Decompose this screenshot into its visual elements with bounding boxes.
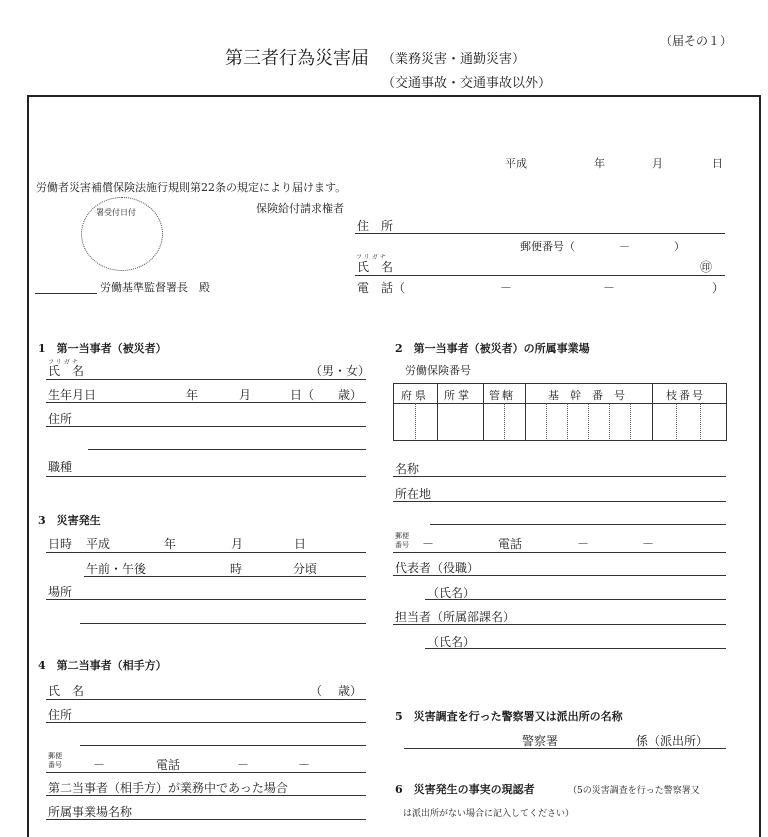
s4-phone-label: 電話	[156, 758, 181, 772]
s1-age: 歳）	[338, 388, 363, 402]
s1-dob-month: 月	[239, 388, 252, 402]
s5-station-label: 警察署	[522, 734, 559, 748]
date-month: 月	[652, 157, 663, 170]
s1-dob-year: 年	[186, 388, 199, 402]
claimant-address-label: 住 所	[357, 219, 394, 233]
s3-ampm: 午前・午後	[86, 562, 147, 576]
s2-postal-dash: －	[422, 537, 435, 551]
form-subtitle-1: （業務災害・通勤災害）	[382, 52, 526, 67]
s3-minute: 分頃	[293, 562, 318, 576]
col-branch-number: 枝番号	[666, 389, 705, 402]
section-3-heading: 3 災害発生	[38, 514, 101, 527]
claimant-phone-close: ）	[712, 281, 725, 295]
s3-place-label: 場所	[48, 585, 73, 599]
claimant-phone-dash-2: －	[603, 281, 616, 295]
s2-postal-label: 郵便番号	[395, 532, 409, 549]
s1-dob-label: 生年月日	[48, 388, 97, 402]
s4-age: 歳）	[338, 684, 363, 698]
seal-mark: ㊞	[700, 260, 713, 274]
s2-person-name-label: （氏名）	[427, 635, 476, 649]
s4-workplace-label: 所属事業場名称	[48, 805, 133, 819]
s2-phone-dash-2: －	[642, 537, 655, 551]
form-number: （届その１）	[660, 34, 733, 48]
s4-phone-dash-2: －	[298, 758, 311, 772]
section-5-heading: 5 災害調査を行った警察署又は派出所の名称	[395, 710, 623, 723]
section-2-heading: 2 第一当事者（被災者）の所属事業場	[395, 342, 590, 355]
s3-month: 月	[231, 537, 244, 551]
s1-job-label: 職種	[48, 460, 73, 474]
s3-hour: 時	[230, 562, 243, 576]
s3-year: 年	[164, 537, 177, 551]
claimant-heading: 保険給付請求権者	[256, 202, 344, 215]
s6-note-1: （5の災害調査を行った警察署又	[568, 786, 700, 796]
s4-on-duty-label: 第二当事者（相手方）が業務中であった場合	[48, 781, 288, 795]
s4-name-label: 氏 名	[48, 684, 85, 698]
claimant-phone-label: 電 話（	[357, 281, 406, 295]
section-1-heading: 1 第一当事者（被災者）	[38, 342, 167, 355]
claimant-phone-dash-1: －	[500, 281, 513, 295]
s3-datetime-label: 日時	[48, 537, 73, 551]
stamp-label: 署受付日付	[96, 208, 136, 217]
form-subtitle-2: （交通事故・交通事故以外）	[382, 76, 552, 91]
s2-representative-label: 代表者（役職）	[395, 561, 480, 575]
s2-rep-name-label: （氏名）	[427, 586, 476, 600]
s1-address-label: 住所	[48, 412, 73, 426]
s2-person-label: 担当者（所属部課名）	[395, 610, 516, 624]
s2-name-label: 名称	[395, 462, 420, 476]
col-prefecture: 府県	[401, 389, 429, 402]
form-title: 第三者行為災害届	[225, 48, 369, 69]
claimant-furigana: フリガナ	[356, 254, 388, 261]
s2-phone-label: 電話	[498, 537, 523, 551]
col-office: 管轄	[489, 389, 515, 402]
s4-age-open: （	[310, 684, 323, 698]
s4-phone-dash-1: －	[237, 758, 250, 772]
date-era: 平成	[505, 157, 527, 170]
s3-day: 日	[294, 537, 307, 551]
s6-note-2: は派出所がない場合に記入してください）	[403, 809, 575, 819]
s2-phone-dash-1: －	[577, 537, 590, 551]
s1-furigana: フリガナ	[48, 359, 80, 366]
s1-gender: （男・女）	[310, 364, 371, 378]
s5-section-label: 係（派出所）	[636, 734, 709, 748]
claimant-postal: 郵便番号（ － ）	[520, 240, 685, 253]
intro-text: 労働者災害補償保険法施行規則第22条の規定により届けます。	[36, 181, 347, 194]
s4-postal-label: 郵便番号	[48, 752, 62, 769]
section-4-heading: 4 第二当事者（相手方）	[38, 659, 167, 672]
section-6-heading: 6 災害発生の事実の現認者	[395, 783, 535, 796]
s1-name-label: 氏 名	[48, 364, 85, 378]
s3-era: 平成	[86, 537, 111, 551]
col-jurisdiction: 所掌	[444, 389, 472, 402]
col-base-number: 基 幹 番 号	[548, 389, 625, 402]
s2-insurance-no-label: 労働保険番号	[405, 364, 471, 377]
claimant-name-label: 氏 名	[357, 260, 394, 274]
s4-address-label: 住所	[48, 708, 73, 722]
date-year: 年	[594, 157, 605, 170]
s4-postal-dash: －	[93, 758, 106, 772]
s2-location-label: 所在地	[395, 487, 432, 501]
addressee: 労働基準監督署長 殿	[100, 281, 210, 294]
s1-dob-day: 日（	[290, 388, 315, 402]
date-day: 日	[712, 157, 723, 170]
